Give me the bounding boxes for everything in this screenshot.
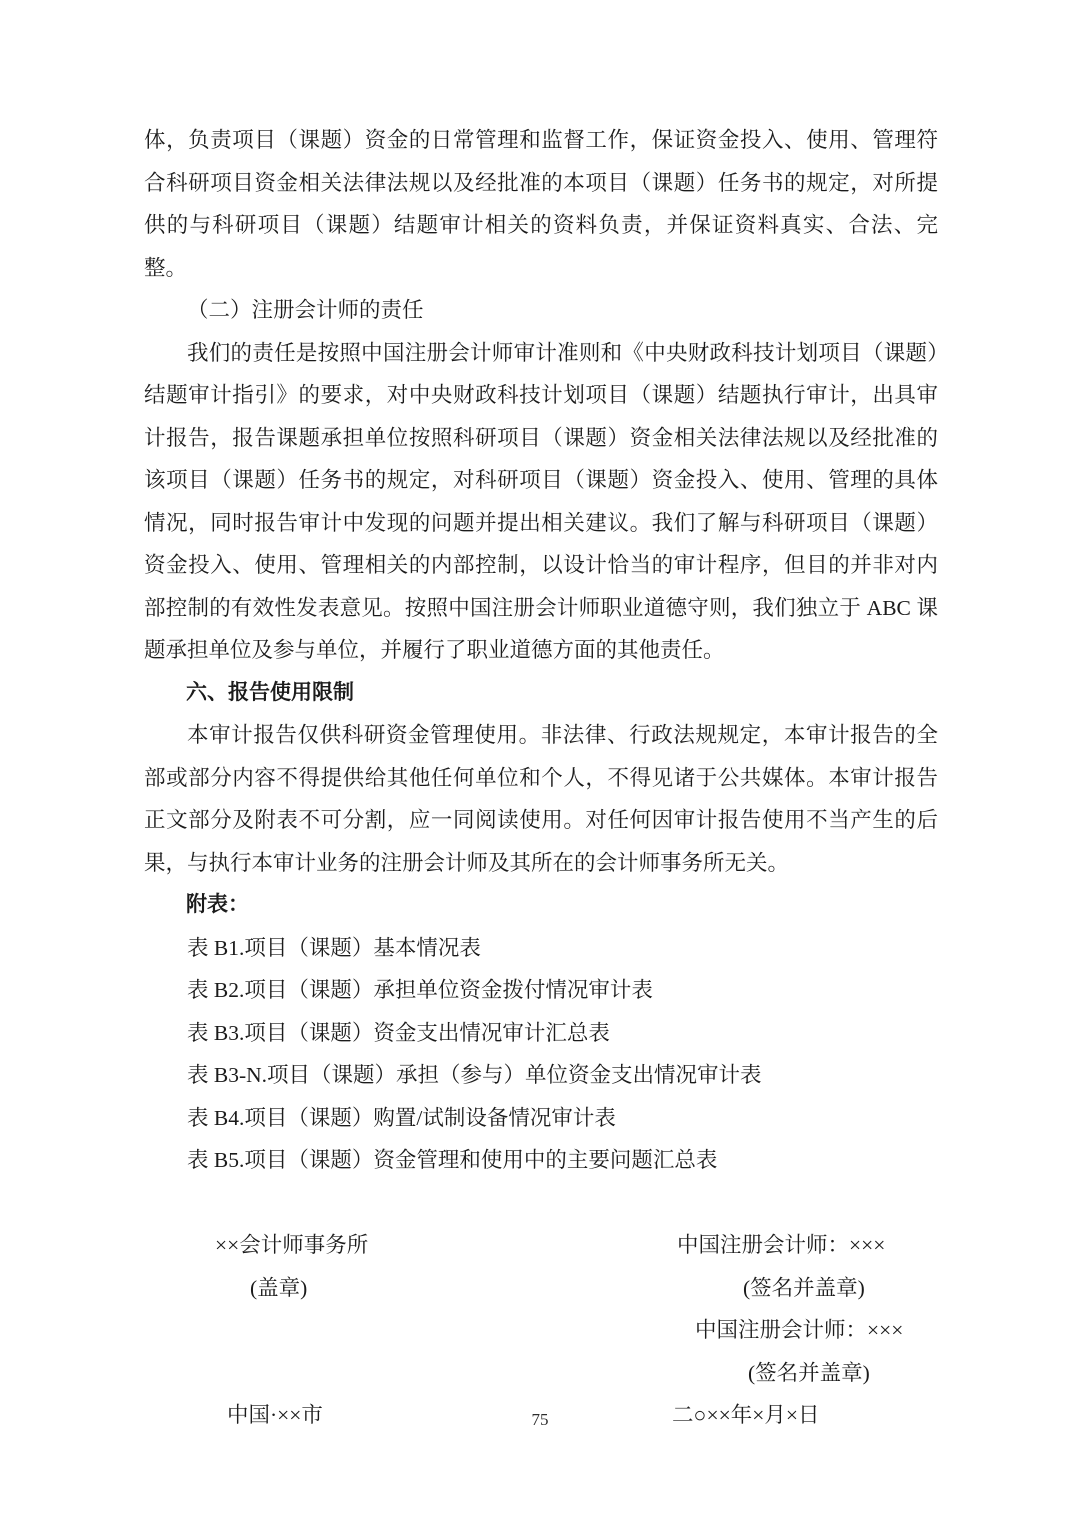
paragraph-responsibility-continuation: 体，负责项目（课题）资金的日常管理和监督工作，保证资金投入、使用、管理符合科研项目资金相关法律法规以及经批准的本项目（课题）任务书的规定，对所提供的与科研项目（课题）结题审计相关的资料负责，并保证资料真实、合法、完整。 [144,128,938,280]
signature-block [144,1224,938,1437]
appendix-item-b3: 表 B3.项目（课题）资金支出情况审计汇总表 [187,1020,610,1045]
paragraph-usage-restriction-body: 本审计报告仅供科研资金管理使用。非法律、行政法规规定，本审计报告的全部或部分内容不得提供给其他任何单位和个人，不得见诸于公共媒体。本审计报告正文部分及附表不可分割，应一同阅读使用。对任何因审计报告使用不当产生的后果，与执行本审计业务的注册会计师及其所在的会计师事务所无关。 [144,723,938,875]
appendix-item-b4: 表 B4.项目（课题）购置/试制设备情况审计表 [187,1105,616,1130]
cpa2-seal-label: (签名并盖章) [748,1360,870,1385]
appendix-list [144,884,938,1182]
firm-seal-label: (盖章) [250,1275,308,1300]
document-body [144,119,938,1437]
appendix-item-b5: 表 B5.项目（课题）资金管理和使用中的主要问题汇总表 [187,1148,718,1172]
signature-row [144,1352,938,1395]
appendix-item-b3n: 表 B3-N.项目（课题）承担（参与）单位资金支出情况审计表 [187,1063,762,1087]
appendix-item-b1: 表 B1.项目（课题）基本情况表 [187,935,481,960]
signature-row [144,1224,938,1267]
signature-date: 二○××年×月×日 [672,1403,820,1427]
section-heading-report-usage-restriction: 六、报告使用限制 [186,680,354,704]
page-number: 75 [531,1410,549,1429]
page-footer [0,1408,1080,1432]
cpa2-name-line: 中国注册会计师：××× [695,1318,904,1342]
signature-location: 中国·××市 [227,1403,323,1427]
signature-row [144,1309,938,1352]
cpa1-seal-label: (签名并盖章) [743,1275,865,1300]
cpa1-name-line: 中国注册会计师：××× [677,1233,886,1257]
paragraph-cpa-responsibility-body: 我们的责任是按照中国注册会计师审计准则和《中央财政科技计划项目（课题）结题审计指引》的要求，对中央财政科技计划项目（课题）结题执行审计，出具审计报告，报告课题承担单位按照科研项目（课题）资金相关法律法规以及经批准的该项目（课题）任务书的规定，对科研项目（课题）资金投入、使用、管理的具体情况，同时报告审计中发现的问题并提出相关建议。我们了解与科研项目（课题）资金投入、使用、管理相关的内部控制，以设计恰当的审计程序，但目的并非对内部控制的有效性发表意见。按照中国注册会计师职业道德守则，我们独立于 ABC 课题承担单位及参与单位，并履行了职业道德方面的其他责任。 [144,340,938,662]
appendix-item-b2: 表 B2.项目（课题）承担单位资金拨付情况审计表 [187,978,653,1002]
appendix-label: 附表： [186,893,249,916]
accounting-firm-name: ××会计师事务所 [215,1233,369,1257]
signature-row [144,1267,938,1310]
sub-heading-cpa-responsibility: （二）注册会计师的责任 [187,298,424,322]
